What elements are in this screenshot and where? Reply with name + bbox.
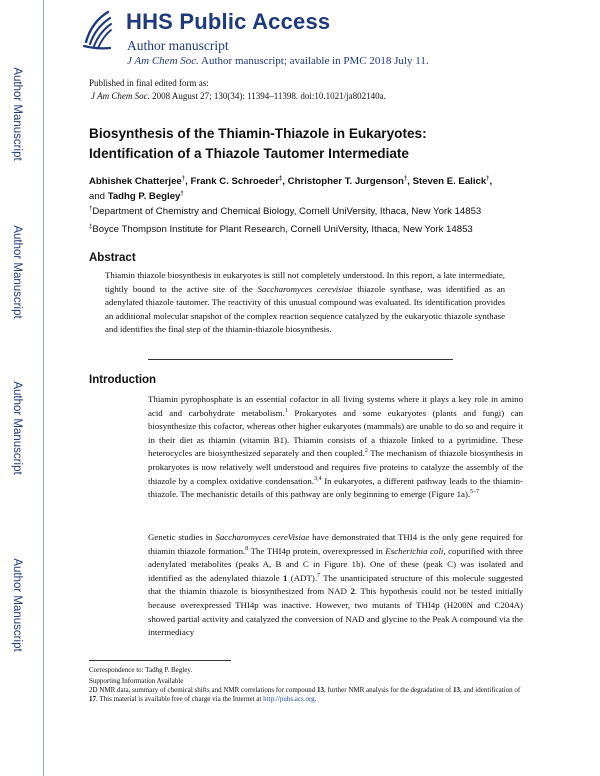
author-name: Steven E. Ealick (412, 176, 487, 187)
compound-number: 17 (89, 695, 96, 704)
affiliation-boyce-thompson (89, 224, 473, 235)
footnote-divider (89, 660, 231, 661)
compound-number: 13 (452, 686, 460, 694)
sidebar-label-author-manuscript: Author Manuscript (11, 67, 23, 161)
reference-mark: 3,4 (314, 475, 322, 482)
published-reference: 2008 August 27; 130(34): 11394–11398. doi:10.1021/ja802140a. (149, 91, 386, 101)
supporting-info-text: 2D NMR data, summary of chemical shifts and NMR correlations for compound 13, further NMR analysis for the degradation of 13, and identification of 17. This material is available free of charge via the Internet at http://pubs.acs.org. (89, 686, 521, 704)
journal-name: J Am Chem Soc. (127, 55, 199, 67)
compound-number: 13 (317, 686, 325, 694)
author-name: Tadhg P. Begley (107, 191, 181, 202)
journal-availability-line (127, 55, 429, 67)
affiliation-cornell (89, 206, 481, 217)
sidebar-label-author-manuscript: Author Manuscript (11, 381, 23, 475)
reference-mark: 2 (364, 448, 368, 455)
author-affiliation-mark: † (180, 190, 184, 197)
author-affiliation-mark: † (181, 175, 186, 182)
article-title-line-1: Biosynthesis of the Thiamin-Thiazole in Eukaryotes: (89, 126, 427, 141)
published-citation (91, 91, 386, 101)
sidebar (0, 0, 34, 776)
introduction-heading: Introduction (89, 374, 157, 386)
article-title-line-2: Identification of a Thiazole Tautomer Intermediate (89, 146, 409, 161)
species-name: Saccharomyces cereVisiae (215, 532, 310, 542)
affiliation-mark: ‡ (89, 223, 93, 230)
supporting-info-heading: Supporting Information Available (89, 677, 184, 685)
reference-mark: 7 (317, 572, 321, 579)
compound-number: 2 (350, 586, 355, 597)
abstract-heading: Abstract (89, 252, 136, 264)
author-list: Abhishek Chatterjee†, Frank C. Schroeder‡, Christopher T. Jurgenson†, Steven E. Ealick†, and Tadhg P. Begley† (89, 175, 493, 202)
affiliation-text: Boyce Thompson Institute for Plant Research, Cornell UniVersity, Ithaca, New York 14853 (92, 224, 473, 235)
correspondence-text: Correspondence to: Tadhg P. Begley. (89, 666, 193, 674)
pubs-acs-link[interactable]: http://pubs.acs.org (263, 695, 315, 704)
hhs-eagle-logo-icon (80, 8, 114, 52)
author-affiliation-mark: † (403, 175, 408, 182)
author-affiliation-mark: ‡ (278, 175, 283, 182)
reference-mark: 5–7 (470, 489, 480, 496)
abstract-divider (148, 359, 453, 360)
hhs-public-access-title: HHS Public Access (126, 9, 331, 34)
availability-text: Author manuscript; available in PMC 2018 July 11. (198, 55, 429, 67)
compound-number: 1 (283, 572, 288, 583)
correspondence-note (89, 666, 529, 675)
author-manuscript-subtitle: Author manuscript (127, 38, 229, 53)
reference-mark: 8 (245, 545, 249, 552)
sidebar-label-author-manuscript: Author Manuscript (11, 225, 23, 319)
sidebar-divider (43, 0, 44, 776)
affiliation-mark: † (89, 205, 93, 212)
intro-paragraph-1: Thiamin pyrophosphate is an essential cofactor in all living systems where it plays a key role in amino acid and carbohydrate metabolism.$^1$ Prokaryotes and some eukaryotes (plants and fungi) can biosynthesize this cofactor, whereas other higher eukaryotes (mammals) are unable to do so and require it in their diet as thiamin (vitamin B1). Thiamin consists of a thiazole linked to a pyrimidine. These heterocycles are biosynthesized separately and then coupled.$^2$ The mechanism of thiazole biosynthesis in prokaryotes is now relatively well understood and requires five proteins to catalyze the assembly of the thiazole by a complex oxidative condensation.$^{3,4}$ In eukaryotes, a different pathway leads to the thiamin-thiazole. The mechanistic details of this pathway are only beginning to emerge (Figure 1a).$^{5-7}$ (148, 394, 523, 500)
author-affiliation-mark: † (486, 175, 490, 182)
published-label: Published in final edited form as: (89, 78, 209, 88)
author-name: Abhishek Chatterjee (89, 176, 182, 187)
reference-mark: 1 (284, 407, 288, 414)
author-and: and (89, 191, 108, 202)
sidebar-label-author-manuscript: Author Manuscript (11, 558, 23, 652)
abstract-text: Thiamin thiazole biosynthesis in eukaryotes is still not completely understood. In this report, a late intermediate, tightly bound to the active site of the Saccharomyces cerevisiae thiazole synthase, was identified as an adenylated thiazole tautomer. The reactivity of this unusual compound was evaluated. Its identification provides an additional molecular snapshot of the complex reaction sequence catalyzed by the eukaryotic thiazole synthase and identifies the final step of the thiamin-thiazole biosynthesis. (105, 270, 506, 335)
author-name: Frank C. Schroeder (190, 176, 279, 187)
species-name: Escherichia coli (385, 545, 444, 556)
author-name: Christopher T. Jurgenson (287, 176, 404, 187)
intro-paragraph-2: Genetic studies in Saccharomyces cereVisiae have demonstrated that THI4 is the only gene required for thiamin thiazole formation.$^8$ The THI4p protein, overexpressed in Escherichia coli, copurified with three adenylated metabolites (peaks A, B and C in Figure 1b). One of these (peak C) was isolated and identified as the adenylated thiazole 1 (ADT).$^7$ The unanticipated structure of this molecule suggested that the thiamin thiazole is biosynthesized from NAD 2. This hypothesis could not be tested initially because overexpressed THI4p was inactive. However, two mutants of THI4p (H200N and C204A) showed partial activity and catalyzed the conversion of NAD and glycine to the Peak A compound via the intermediacy (148, 532, 523, 638)
article-title (89, 124, 559, 164)
affiliation-text: Department of Chemistry and Chemical Biology, Cornell UniVersity, Ithaca, New York 14853 (92, 206, 482, 217)
published-journal: J Am Chem Soc. (91, 91, 150, 101)
species-name: Saccharomyces cerevisiae (257, 283, 353, 294)
